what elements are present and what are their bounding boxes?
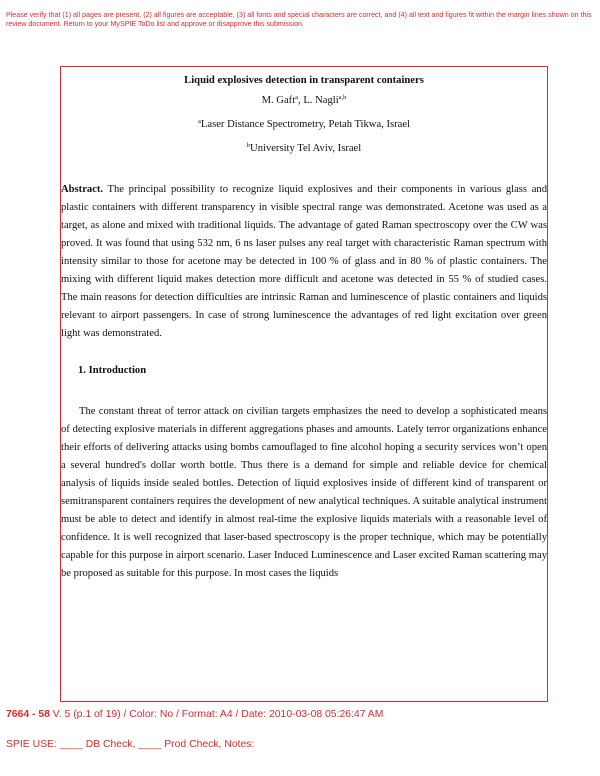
introduction-paragraph: The constant threat of terror attack on civilian targets emphasizes the need to develop a sophisticated means of detecting explosive materials in different aggregations phases and amounts. Lately terror organizations enhance their efforts of delivering attacks using bombs camouflaged to fine alcohol hoping a security services won’t open a several hundred's dollar worth bottle. Thus there is a demand for simple and reliable device for chemical analysis of liquids inside sealed bottles. Detection of liquid explosives inside of different kind of transparent or semitransparent containers requires the development of new analytical techniques. A suitable analytical instrument must be able to detect and identify in almost real-time the explosive liquids materials with a reasonable level of confidence. It is well recognized that laser-based spectroscopy is the proper technique, which may be potentially capable for this purpose in airport scenario. Laser Induced Luminescence and Laser excited Raman scattering may be proposed as suitable for this purpose. In most cases the liquids [61,405,547,579]
affiliation-a-text: Laser Distance Spectrometry, Petah Tikwa, Israel [200,119,410,130]
affiliation-a-mark: a [198,118,201,125]
paper-content [61,73,547,583]
author-separator: , [298,95,304,106]
review-notice: Please verify that (1) all pages are present, (2) all figures are acceptable, (3) all fonts and special characters are correct, and (4) all text and figures fit within the margin lines shown on this review document. Return to your MySPIE ToDo list and approve or disapprove this submission. [6,11,592,28]
author-1: M. Gaft [261,95,296,106]
affiliation-b-mark: b [246,142,251,149]
paper-title: Liquid explosives detection in transparent containers [184,75,424,86]
author-2: L. Nagli [303,95,339,106]
abstract-text: The principal possibility to recognize liquid explosives and their components in various glass and plastic containers with different transparency in visible spectral range was demonstrated. Acetone was used as a target, as alone and mixed with traditional liquids. The advantage of gated Raman spectroscopy over the CW was proved. It was found that using 532 nm, 6 ns laser pulses any real target with characteristic Raman spectrum with intensity similar to those for acetone may be detected in 100 % of glass and in 80 % of plastic containers. The mixing with different liquid makes detection more difficult and acetone was detected in 55 % of studied cases. The main reasons for detection difficulties are intrinsic Raman and luminescence of plastic containers and liquids relevant to airport passengers. In case of strong luminescence the advantages of red light excitation over green light was demonstrated. [61,184,547,339]
paper-id: 7664 - 58 [6,709,50,720]
affiliation-b [61,141,547,157]
affiliation-a [61,117,547,133]
affiliation-b-text: University Tel Aviv, Israel [250,143,362,154]
abstract-label: Abstract. [61,184,104,195]
submission-info [6,709,383,720]
author-1-affiliation-mark: a [295,94,299,101]
section-heading-introduction: 1. Introduction [78,364,147,376]
abstract-paragraph [61,181,547,343]
spie-use-line: SPIE USE: ____ DB Check, ____ Prod Check, Notes: [6,739,255,750]
authors-line [61,93,547,109]
author-2-affiliation-mark: a,b [338,94,347,101]
margin-frame [60,66,548,702]
submission-details: V. 5 (p.1 of 19) / Color: No / Format: A4 / Date: 2010-03-08 05:26:47 AM [49,709,384,720]
